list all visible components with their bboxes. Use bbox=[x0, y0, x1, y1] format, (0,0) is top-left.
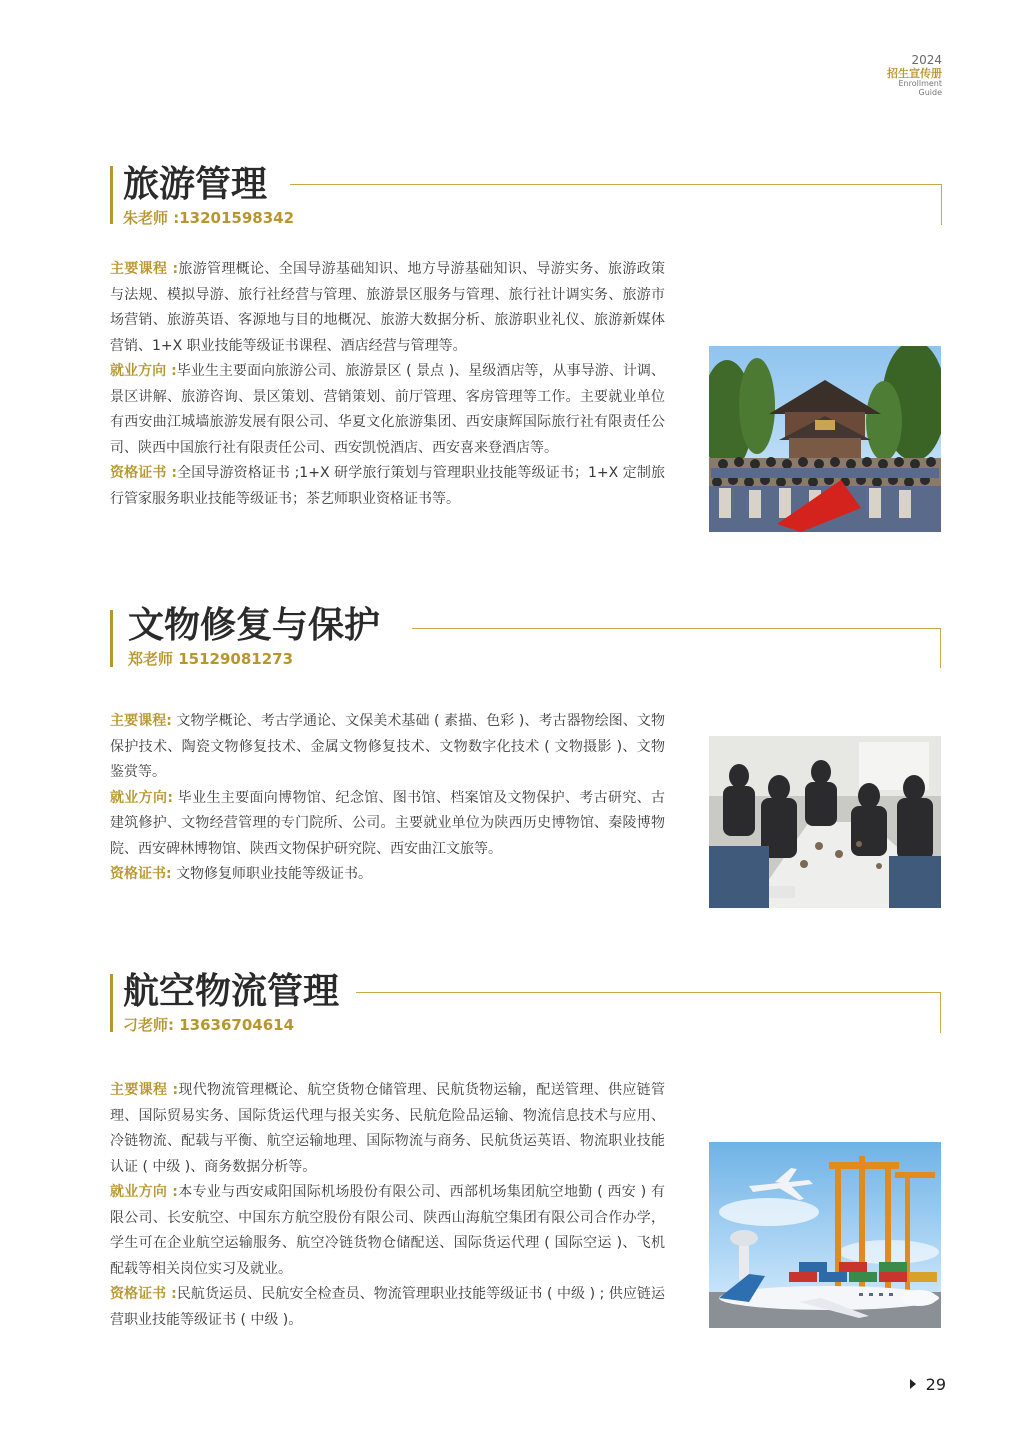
section-contact: 朱老师 :13201598342 bbox=[123, 209, 295, 227]
cert-text: 全国导游资格证书 ;1+X 研学旅行策划与管理职业技能等级证书；1+X 定制旅行管家服务职业技能等级证书；茶艺师职业资格证书等。 bbox=[110, 465, 665, 507]
page-number bbox=[910, 1377, 946, 1393]
title-accent-bar bbox=[110, 166, 113, 224]
header-title-en-2: Guide bbox=[918, 88, 942, 97]
header-year: 2024 bbox=[911, 53, 942, 67]
header-title-en-1: Enrollment bbox=[898, 79, 942, 88]
cert-label: 资格证书 : bbox=[110, 1286, 177, 1302]
courses-paragraph bbox=[110, 709, 665, 786]
header-title-cn: 招生宣传册 bbox=[887, 67, 942, 80]
career-paragraph bbox=[110, 786, 665, 863]
cert-paragraph bbox=[110, 461, 665, 512]
page-arrow-icon bbox=[910, 1379, 916, 1389]
career-text: 毕业生主要面向博物馆、纪念馆、图书馆、档案馆及文物保护、考古研究、古建筑修护、文物经营管理的专门院所、公司。主要就业单位为陕西历史博物馆、秦陵博物院、西安碑林博物馆、陕西文物保护研究院、西安曲江文旅等。 bbox=[110, 789, 665, 857]
section-body bbox=[110, 257, 665, 512]
restoration-class-photo bbox=[709, 736, 941, 908]
section-contact: 刁老师: 13636704614 bbox=[123, 1016, 295, 1034]
tourism-group-photo bbox=[709, 346, 941, 532]
title-rule bbox=[412, 628, 941, 629]
title-accent-bar bbox=[110, 610, 113, 667]
cert-text: 文物修复师职业技能等级证书。 bbox=[176, 866, 373, 882]
courses-label: 主要课程 : bbox=[110, 261, 179, 277]
career-text: 毕业生主要面向旅游公司、旅游景区 ( 景点 )、星级酒店等，从事导游、计调、景区讲解、旅游咨询、景区策划、营销策划、前厅管理、客房管理等工作。主要就业单位有西安曲江城墙旅游发展有限公司、华夏文化旅游集团、西安康辉国际旅行社有限责任公司、陕西中国旅行社有限责任公司、西安凯悦酒店、西安喜来登酒店等。 bbox=[110, 363, 665, 456]
title-rule bbox=[290, 184, 942, 185]
section-title: 旅游管理 bbox=[123, 164, 268, 205]
career-label: 就业方向: bbox=[110, 789, 173, 806]
title-rule-end bbox=[940, 628, 941, 668]
title-rule-end bbox=[940, 992, 941, 1033]
section-title: 航空物流管理 bbox=[123, 971, 340, 1012]
section-contact: 郑老师 15129081273 bbox=[128, 650, 294, 668]
courses-paragraph bbox=[110, 1078, 665, 1180]
section-body bbox=[110, 709, 665, 888]
career-paragraph bbox=[110, 359, 665, 461]
brochure-header bbox=[887, 54, 942, 97]
courses-label: 主要课程: bbox=[110, 713, 172, 729]
title-rule-end bbox=[941, 184, 942, 225]
career-label: 就业方向 : bbox=[110, 1184, 178, 1200]
courses-text: 现代物流管理概论、航空货物仓储管理、民航货物运输，配送管理、供应链管理、国际贸易实务、国际货运代理与报关实务、民航危险品运输、物流信息技术与应用、冷链物流、配载与平衡、航空运输地理、国际物流与商务、民航货运英语、物流职业技能认证 ( 中级 )、商务数据分析等。 bbox=[110, 1082, 665, 1175]
courses-text: 旅游管理概论、全国导游基础知识、地方导游基础知识、导游实务、旅游政策与法规、模拟导游、旅行社经营与管理、旅游景区服务与管理、旅行社计调实务、旅游市场营销、旅游英语、客源地与目的地概况、旅游大数据分析、旅游职业礼仪、旅游新媒体营销、1+X 职业技能等级证书课程、酒店经营与管理等。 bbox=[110, 261, 665, 354]
title-accent-bar bbox=[110, 974, 113, 1032]
section-body bbox=[110, 1078, 665, 1333]
cert-label: 资格证书 : bbox=[110, 465, 178, 481]
courses-label: 主要课程 : bbox=[110, 1082, 179, 1098]
cert-paragraph bbox=[110, 862, 665, 888]
career-label: 就业方向 : bbox=[110, 363, 177, 379]
career-paragraph bbox=[110, 1180, 665, 1282]
career-text: 本专业与西安咸阳国际机场股份有限公司、西部机场集团航空地勤 ( 西安 ) 有限公司、长安航空、中国东方航空股份有限公司、陕西山海航空集团有限公司合作办学，学生可在企业航空运输服务、航空冷链货物仓储配送、国际货运代理 ( 国际空运 )、飞机配载等相关岗位实习及就业。 bbox=[110, 1184, 665, 1277]
cert-paragraph bbox=[110, 1282, 665, 1333]
aviation-logistics-photo bbox=[709, 1142, 941, 1328]
cert-text: 民航货运员、民航安全检查员、物流管理职业技能等级证书 ( 中级 ) ; 供应链运营职业技能等级证书 ( 中级 )。 bbox=[110, 1286, 665, 1328]
courses-text: 文物学概论、考古学通论、文保美术基础 ( 素描、色彩 )、考古器物绘图、文物保护技术、陶瓷文物修复技术、金属文物修复技术、文物数字化技术 ( 文物摄影 )、文物鉴赏等。 bbox=[110, 713, 665, 780]
courses-paragraph bbox=[110, 257, 665, 359]
title-rule bbox=[356, 992, 941, 993]
page-number-text: 29 bbox=[925, 1375, 946, 1394]
section-title: 文物修复与保护 bbox=[128, 605, 381, 646]
cert-label: 资格证书: bbox=[110, 866, 172, 882]
